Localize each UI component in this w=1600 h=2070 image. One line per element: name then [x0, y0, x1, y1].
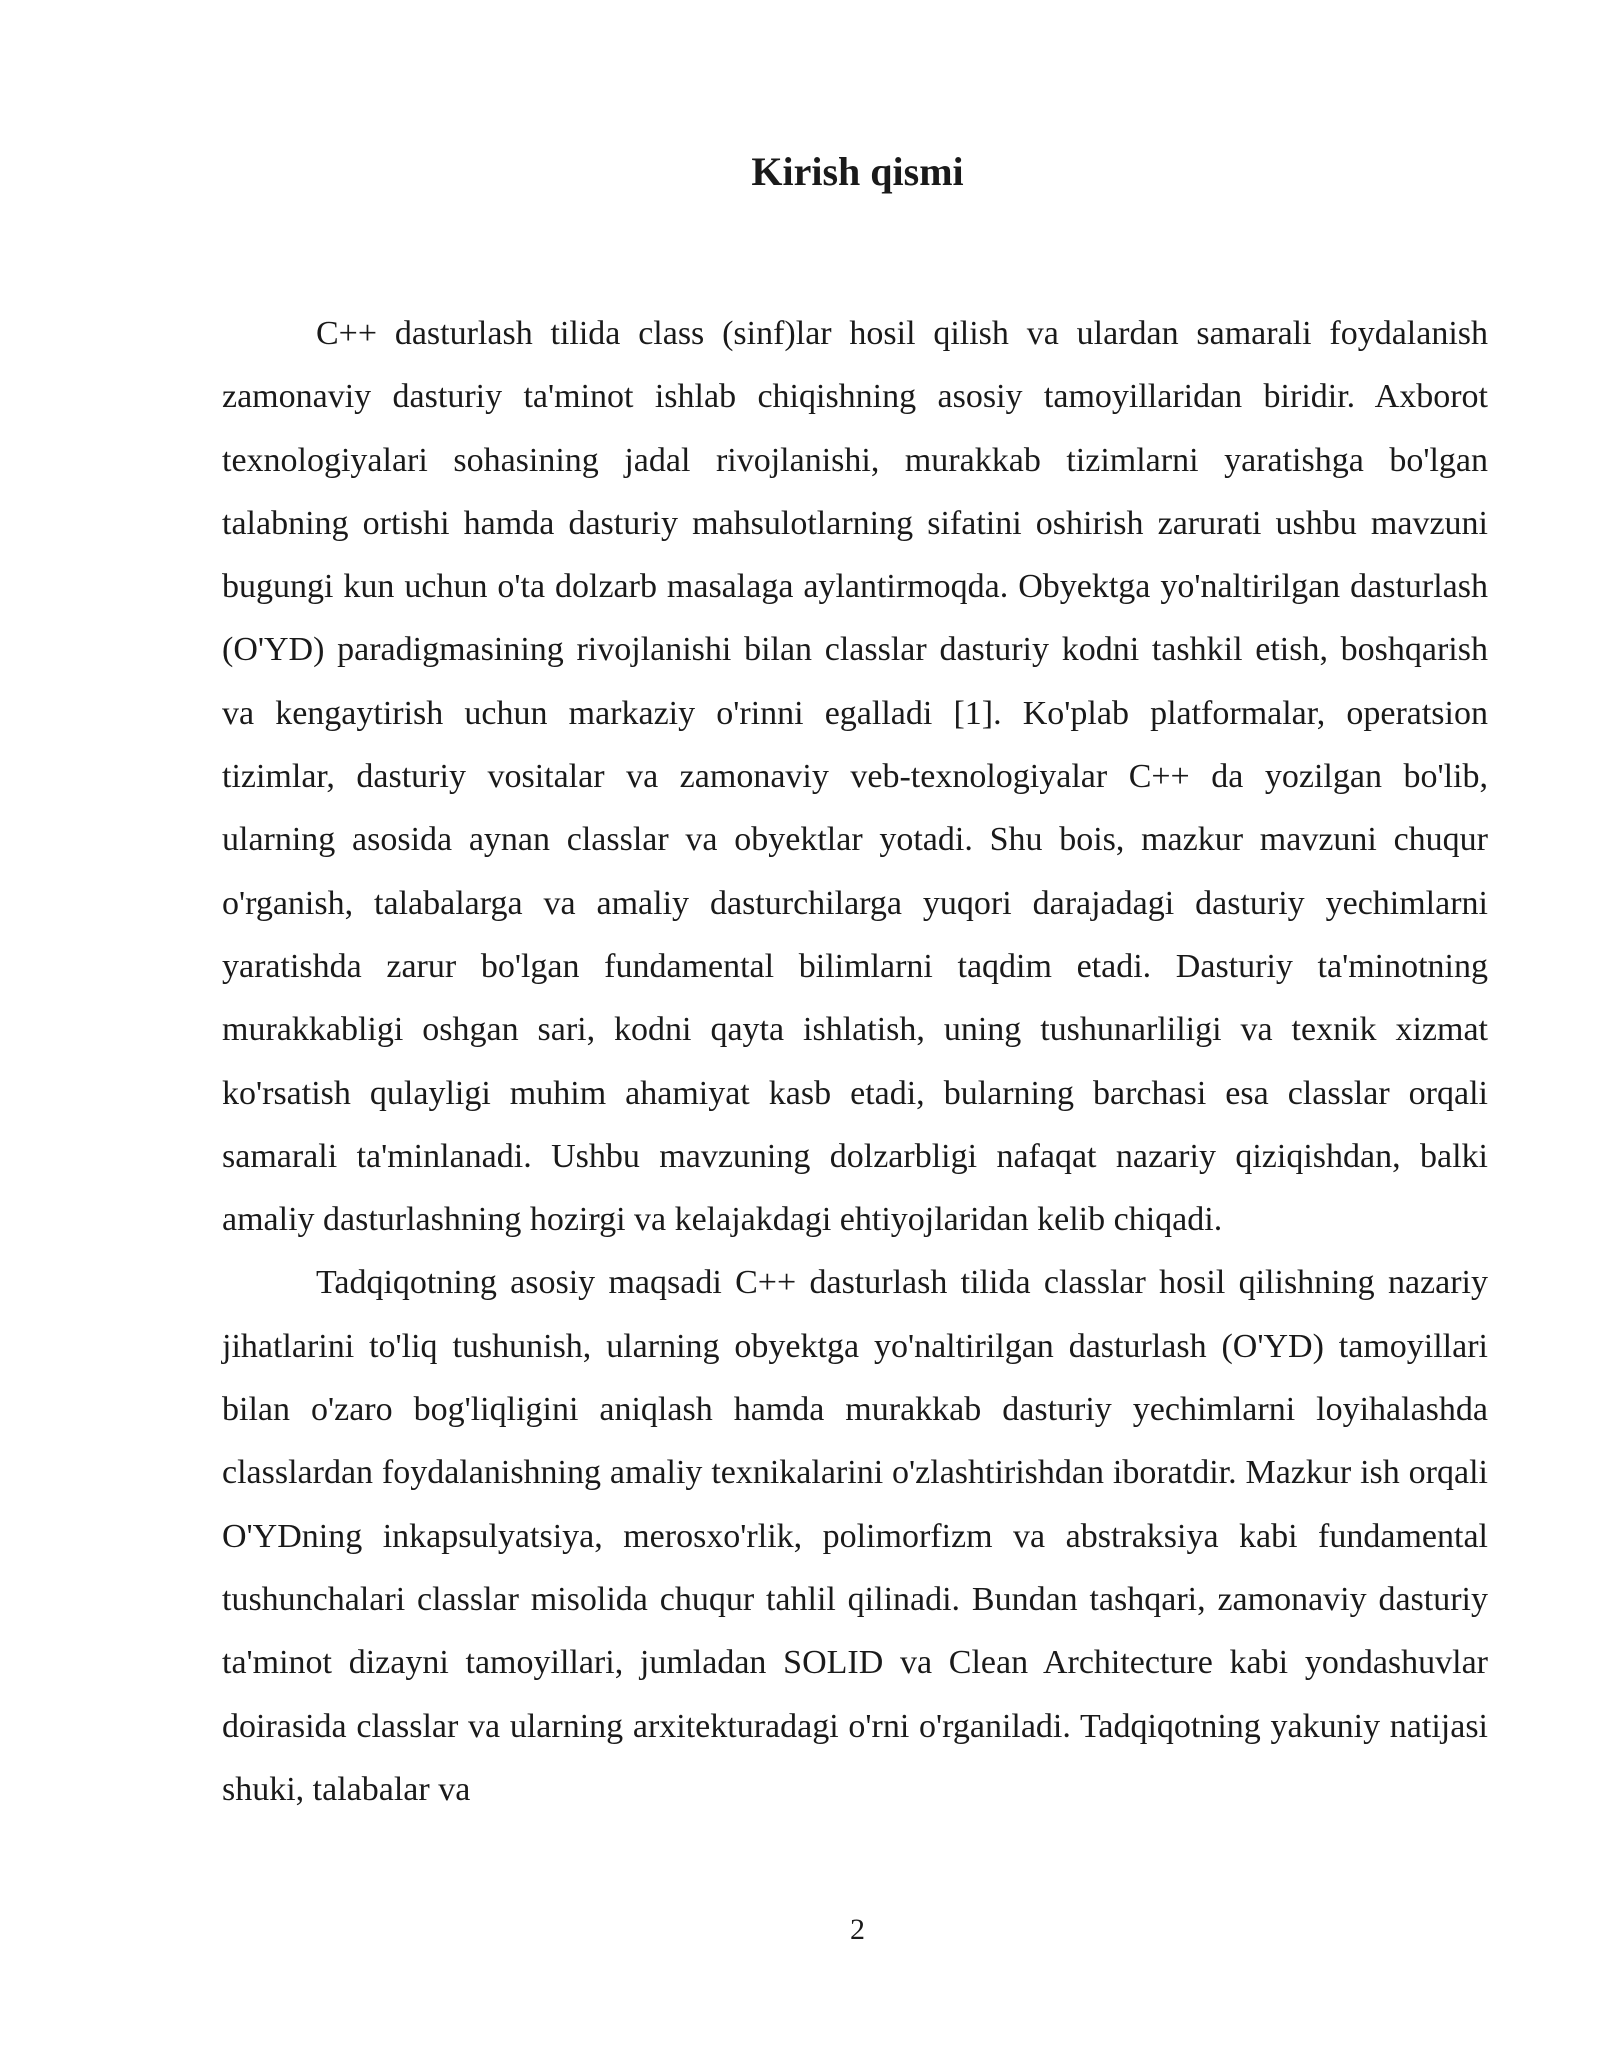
section-heading: Kirish qismi [751, 149, 964, 194]
page-number: 2 [850, 1913, 865, 1946]
body-text [222, 302, 1488, 1821]
paragraph-relevance: C++ dasturlash tilida class (sinf)lar hosil qilish va ulardan samarali foydalanish zamonaviy dasturiy ta'minot ishlab chiqishning asosiy tamoyillaridan biridir. Axborot texnologiyalari sohasining jadal rivojlanishi, murakkab tizimlarni yaratishga bo'lgan talabning ortishi hamda dasturiy mahsulotlarning sifatini oshirish zarurati ushbu mavzuni bugungi kun uchun o'ta dolzarb masalaga aylantirmoqda. Obyektga yo'naltirilgan dasturlash (O'YD) paradigmasining rivojlanishi bilan classlar dasturiy kodni tashkil etish, boshqarish va kengaytirish uchun markaziy o'rinni egalladi [1]. Ko'plab platformalar, operatsion tizimlar, dasturiy vositalar va zamonaviy veb-texnologiyalar C++ da yozilgan bo'lib, ularning asosida aynan classlar va obyektlar yotadi. Shu bois, mazkur mavzuni chuqur o'rganish, talabalarga va amaliy dasturchilarga yuqori darajadagi dasturiy yechimlarni yaratishda zarur bo'lgan fundamental bilimlarni taqdim etadi. Dasturiy ta'minotning murakkabligi oshgan sari, kodni qayta ishlatish, uning tushunarliligi va texnik xizmat ko'rsatish qulayligi muhim ahamiyat kasb etadi, bularning barchasi esa classlar orqali samarali ta'minlanadi. Ushbu mavzuning dolzarbligi nafaqat nazariy qiziqishdan, balki amaliy dasturlashning hozirgi va kelajakdagi ehtiyojlaridan kelib chiqadi. [222, 315, 1488, 1239]
paragraph-research-goal: Tadqiqotning asosiy maqsadi C++ dasturlash tilida classlar hosil qilishning nazariy jihatlarini to'liq tushunish, ularning obyektga yo'naltirilgan dasturlash (O'YD) tamoyillari bilan o'zaro bog'liqligini aniqlash hamda murakkab dasturiy yechimlarni loyihalashda classlardan foydalanishning amaliy texnikalarini o'zlashtirishdan iboratdir. Mazkur ish orqali O'YDning inkapsulyatsiya, merosxo'rlik, polimorfizm va abstraksiya kabi fundamental tushunchalari classlar misolida chuqur tahlil qilinadi. Bundan tashqari, zamonaviy dasturiy ta'minot dizayni tamoyillari, jumladan SOLID va Clean Architecture kabi yondashuvlar doirasida classlar va ularning arxitekturadagi o'rni o'rganiladi. Tadqiqotning yakuniy natijasi shuki, talabalar va [222, 1264, 1488, 1808]
